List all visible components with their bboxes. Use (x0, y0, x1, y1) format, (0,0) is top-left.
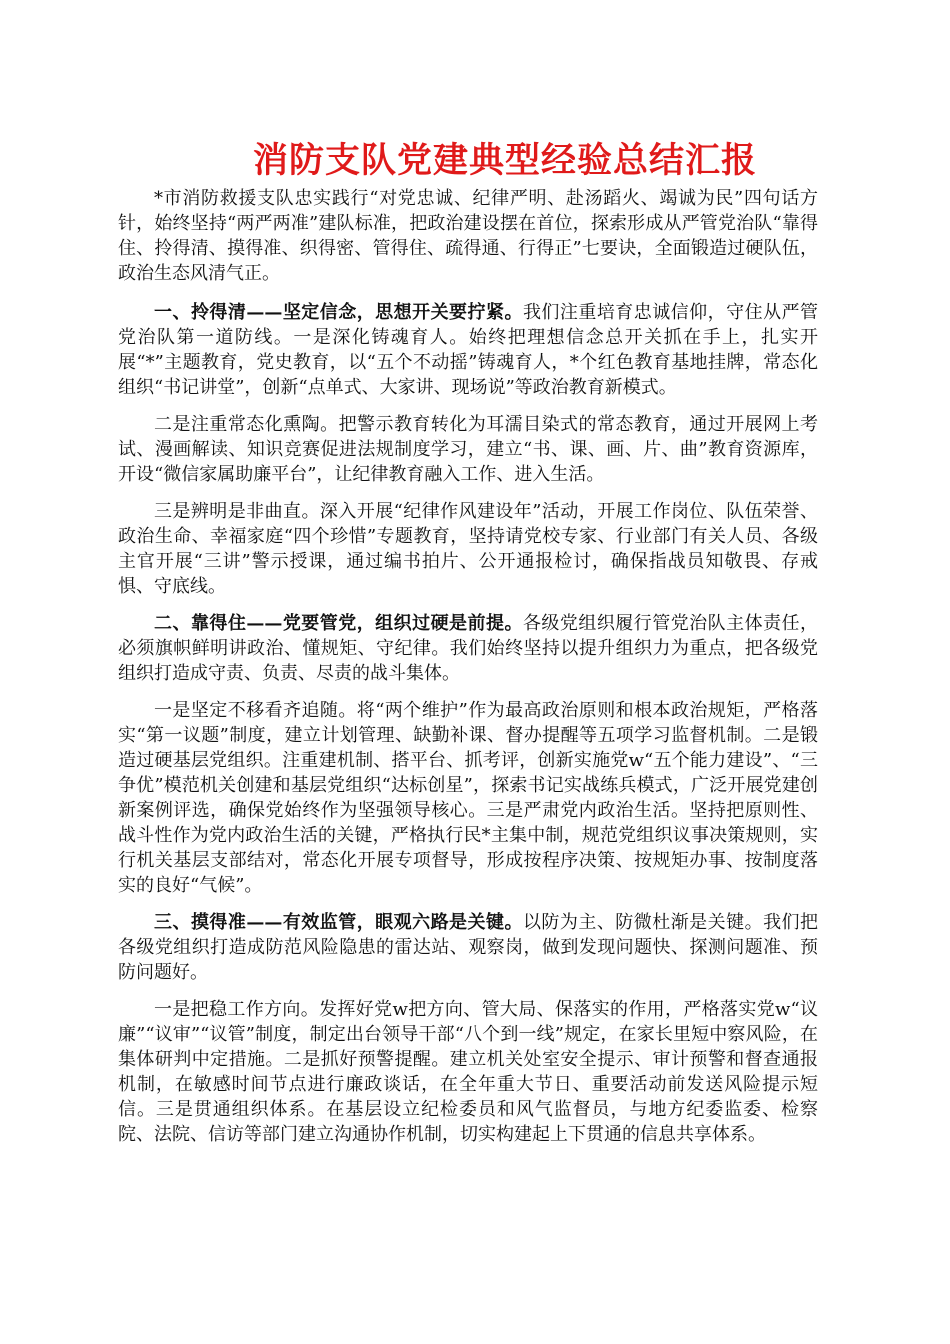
document-body (118, 186, 818, 1159)
section-heading: 一、拎得清——坚定信念，思想开关要拧紧。 (154, 302, 523, 323)
paragraph-text: 一是把稳工作方向。发挥好党w把方向、管大局、保落实的作用，严格落实党w“议廉”“议审”“议管”制度，制定出台领导干部“八个到一线”规定，在家长里短中察风险，在集体研判中定措施。二是抓好预警提醒。建立机关处室安全提示、审计预警和督查通报机制，在敏感时间节点进行廉政谈话，在全年重大节日、重要活动前发送风险提示短信。三是贯通组织体系。在基层设立纪检委员和风气监督员，与地方纪委监委、检察院、法院、信访等部门建立沟通协作机制，切实构建起上下贯通的信息共享体系。 (118, 999, 818, 1145)
section-heading: 二、靠得住——党要管党，组织过硬是前提。 (154, 613, 523, 634)
paragraph-text: 各级党组织履行管党治队主体责任，必须旗帜鲜明讲政治、懂规矩、守纪律。我们始终坚持以提升组织力为重点，把各级党组织打造成守责、负责、尽责的战斗集体。 (118, 613, 819, 684)
intro-paragraph (118, 186, 818, 286)
section-3-paragraph (118, 910, 818, 985)
body-paragraph (118, 412, 818, 487)
paragraph-text: 我们注重培育忠诚信仰，守住从严管党治队第一道防线。一是深化铸魂育人。始终把理想信念总开关抓在手上，扎实开展“*”主题教育，党史教育，以“五个不动摇”铸魂育人，*个红色教育基地挂牌，常态化组织“书记讲堂”，创新“点单式、大家讲、现场说”等政治教育新模式。 (118, 302, 819, 398)
section-1-paragraph (118, 300, 818, 400)
paragraph-text: 以防为主、防微杜渐是关键。我们把各级党组织打造成防范风险隐患的雷达站、观察岗，做到发现问题快、探测问题准、预防问题好。 (118, 912, 819, 983)
paragraph-text: *市消防救援支队忠实践行“对党忠诚、纪律严明、赴汤蹈火、竭诚为民”四句话方针，始终坚持“两严两准”建队标准，把政治建设摆在首位，探索形成从严管党治队“靠得住、拎得清、摸得准、织得密、管得住、疏得通、行得正”七要诀，全面锻造过硬队伍，政治生态风清气正。 (118, 188, 818, 284)
document-title: 消防支队党建典型经验总结汇报 (252, 140, 757, 181)
paragraph-text: 一是坚定不移看齐追随。将“两个维护”作为最高政治原则和根本政治规矩，严格落实“第一议题”制度，建立计划管理、缺勤补课、督办提醒等五项学习监督机制。二是锻造过硬基层党组织。注重建机制、搭平台、抓考评，创新实施党w“五个能力建设”、“三争优”模范机关创建和基层党组织“达标创星”，探索书记实战练兵模式，广泛开展党建创新案例评选，确保党始终作为坚强领导核心。三是严肃党内政治生活。坚持把原则性、战斗性作为党内政治生活的关键，严格执行民*主集中制，规范党组织议事决策规则，实行机关基层支部结对，常态化开展专项督导，形成按程序决策、按规矩办事、按制度落实的良好“气候”。 (118, 700, 818, 896)
paragraph-text: 二是注重常态化熏陶。把警示教育转化为耳濡目染式的常态教育，通过开展网上考试、漫画解读、知识竞赛促进法规制度学习，建立“书、课、画、片、曲”教育资源库，开设“微信家属助廉平台”，让纪律教育融入工作、进入生活。 (118, 414, 818, 485)
section-heading: 三、摸得准——有效监管，眼观六路是关键。 (154, 912, 523, 933)
body-paragraph (118, 698, 818, 898)
body-paragraph (118, 499, 818, 599)
section-2-paragraph (118, 611, 818, 686)
paragraph-text: 三是辨明是非曲直。深入开展“纪律作风建设年”活动，开展工作岗位、队伍荣誉、政治生命、幸福家庭“四个珍惜”专题教育，坚持请党校专家、行业部门有关人员、各级主官开展“三讲”警示授课，通过编书拍片、公开通报检讨，确保指战员知敬畏、存戒惧、守底线。 (118, 501, 818, 597)
body-paragraph (118, 997, 818, 1147)
